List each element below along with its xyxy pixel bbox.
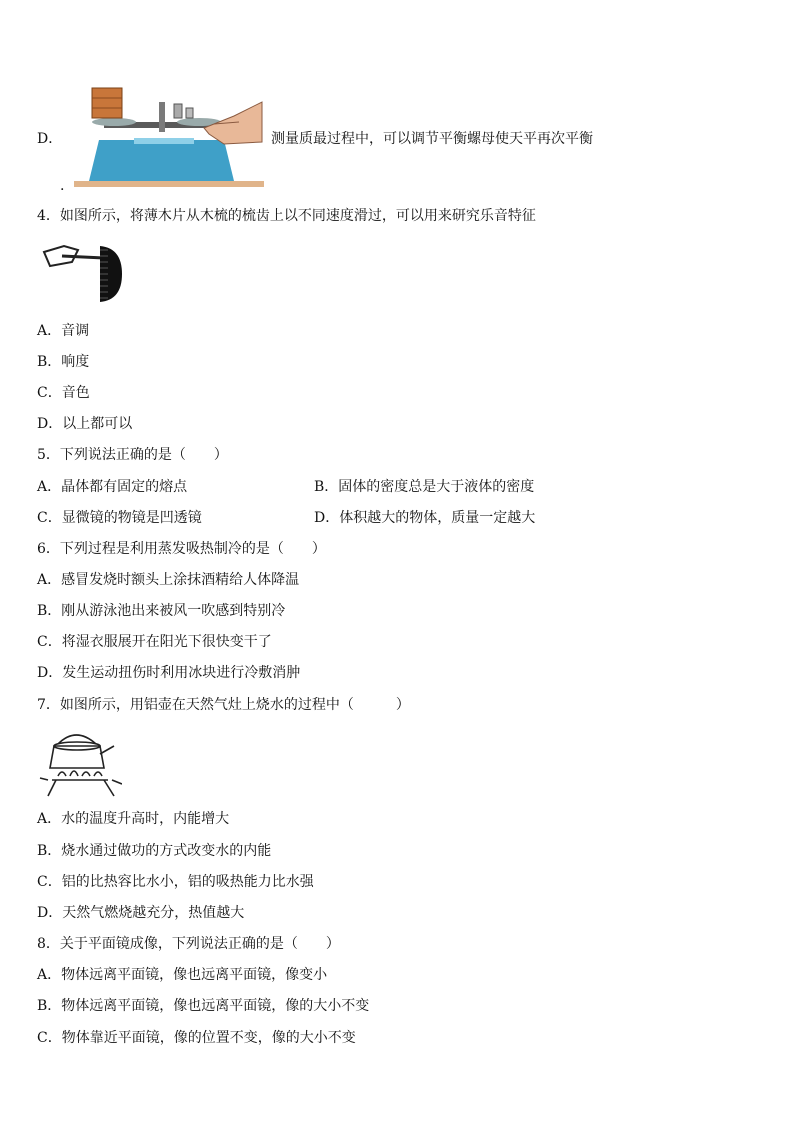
q8-option-c: C．物体靠近平面镜，像的位置不变，像的大小不变 — [37, 1030, 356, 1046]
q4-option-b: B．响度 — [37, 354, 90, 370]
q4-option-d: D．以上都可以 — [37, 416, 133, 432]
q8-option-b: B．物体远离平面镜，像也远离平面镜，像的大小不变 — [37, 998, 370, 1014]
q5-option-b: B．固体的密度总是大于液体的密度 — [314, 479, 535, 495]
q5-option-a: A．晶体都有固定的熔点 — [37, 479, 188, 495]
q5-stem: 5．下列说法正确的是（ ） — [37, 447, 228, 463]
q3-option-d-label: D． — [37, 131, 63, 147]
q4-option-a: A．音调 — [37, 323, 90, 339]
q6-option-b: B．刚从游泳池出来被风一吹感到特别冷 — [37, 603, 286, 619]
q7-option-c: C．铝的比热容比水小，铝的吸热能力比水强 — [37, 874, 314, 890]
q3-option-d-text: 测量质最过程中，可以调节平衡螺母使天平再次平衡 — [271, 131, 593, 147]
q6-option-c: C．将湿衣服展开在阳光下很快变干了 — [37, 634, 272, 650]
q6-stem: 6．下列过程是利用蒸发吸热制冷的是（ ） — [37, 541, 326, 557]
q4-stem: 4．如图所示，将薄木片从木梳的梳齿上以不同速度滑过，可以用来研究乐音特征 — [37, 208, 536, 224]
kettle-stove-figure — [38, 728, 122, 798]
q5-option-c: C．显微镜的物镜是凹透镜 — [37, 510, 202, 526]
q6-option-a: A．感冒发烧时额头上涂抹酒精给人体降温 — [37, 572, 300, 588]
q6-option-d: D．发生运动扭伤时利用冰块进行冷敷消肿 — [37, 665, 301, 681]
q8-stem: 8．关于平面镜成像，下列说法正确的是（ ） — [37, 936, 340, 952]
comb-figure — [42, 240, 124, 308]
q5-option-d: D．体积越大的物体，质量一定越大 — [314, 510, 536, 526]
balance-scale-figure — [74, 82, 264, 189]
q8-option-a: A．物体远离平面镜，像也远离平面镜，像变小 — [37, 967, 328, 983]
q7-option-d: D．天然气燃烧越充分，热值越大 — [37, 905, 245, 921]
q7-option-a: A．水的温度升高时，内能增大 — [37, 811, 230, 827]
q7-stem: 7．如图所示，用铝壶在天然气灶上烧水的过程中（ ） — [37, 697, 410, 713]
q3-trailing-dot: . — [60, 178, 65, 194]
q7-option-b: B．烧水通过做功的方式改变水的内能 — [37, 843, 272, 859]
q4-option-c: C．音色 — [37, 385, 90, 401]
